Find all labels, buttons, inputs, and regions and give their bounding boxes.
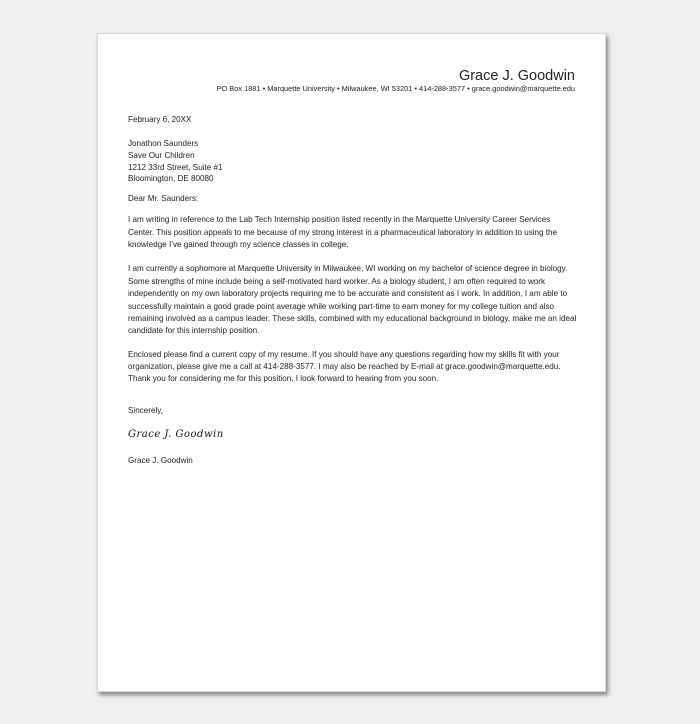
paragraph-line: Center. This position appeals to me because of my strong interest in a pharmaceutical laboratory in addition to using the — [128, 228, 558, 237]
paragraph-line: successfully maintain a good grade point average while working part-time to earn money for my college tuition and also — [128, 302, 555, 311]
recipient-line: Jonathon Saunders — [128, 139, 199, 148]
paragraph-line: I am currently a sophomore at Marquette University in Milwaukee, WI working on my bachelor of science degree in biology. — [128, 264, 568, 273]
recipient-line: Save Our Children — [128, 151, 195, 160]
sender-contact: PO Box 1881 • Marquette University • Milwaukee, WI 53201 • 414-288-3577 • grace.goodwin@marquette.edu — [216, 84, 575, 93]
letter-page — [97, 33, 606, 692]
paragraph-line: knowledge I’ve gained through my science classes in college. — [128, 240, 349, 249]
letter-date: February 6, 20XX — [128, 115, 192, 124]
closing: Sincerely, — [128, 406, 163, 415]
recipient-line: 1212 33rd Street, Suite #1 — [128, 163, 223, 172]
paragraph-line: candidate for this internship position. — [128, 326, 260, 335]
paragraph-line: I am writing in reference to the Lab Tech Internship position listed recently in the Marquette University Career Services — [128, 215, 551, 224]
signature: Grace J. Goodwin — [128, 429, 224, 440]
paragraph-line: Enclosed please find a current copy of my resume. If you should have any questions regarding how my skills fit with your — [128, 350, 560, 359]
recipient-line: Bloomington, DE 80080 — [128, 174, 214, 183]
paragraph-line: independently on my own laboratory projects requiring me to be accurate and consistent as I work. In addition, I am able to — [128, 289, 568, 298]
paragraph-line: Thank you for considering me for this position. I look forward to hearing from you soon. — [128, 374, 439, 383]
paragraph-line: remaining involved as a campus leader. These skills, combined with my educational background in biology, make me an ideal — [128, 314, 577, 323]
salutation: Dear Mr. Saunders: — [128, 194, 199, 203]
paragraph-line: Some strengths of mine include being a self-motivated hard worker. As a biology student, I am often required to work — [128, 277, 546, 286]
paragraph-line: organization, please give me a call at 414-288-3577. I may also be reached by E-mail at grace.goodwin@marquette.edu. — [128, 362, 561, 371]
sender-name: Grace J. Goodwin — [458, 68, 575, 84]
signed-name: Grace J. Goodwin — [128, 456, 193, 465]
